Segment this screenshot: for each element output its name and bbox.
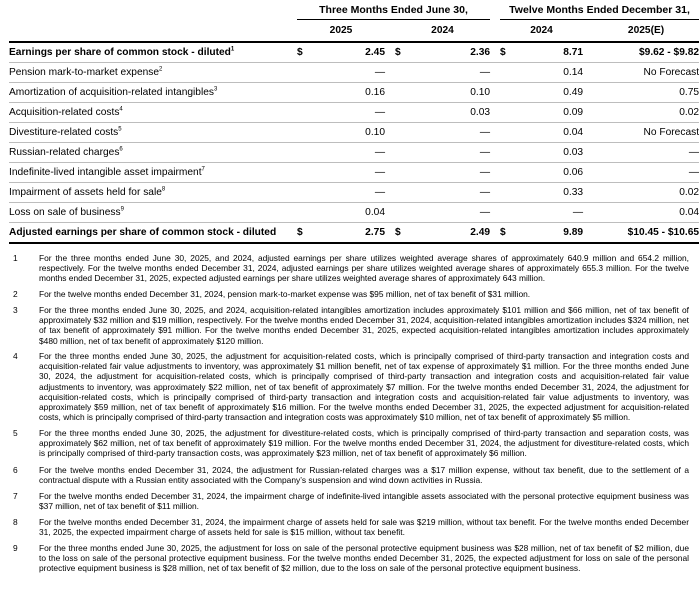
table-row <box>9 183 699 203</box>
cell-value: No Forecast <box>605 123 699 143</box>
footnote <box>13 491 689 511</box>
cell-value: 0.16 <box>309 83 385 103</box>
dollar-sign: $ <box>297 42 309 63</box>
footnote-text: For the three months ended June 30, 2025, the adjustment for loss on sale of the personal protective equipment business was $28 million, net of tax benefit of $2 million, due to the loss on sale of the personal protective equipment business. For the twelve months ended December 31, 2025, the expected adjustment for loss on sale of the personal protective equipment business is $28 million, net of tax benefit of $2 million, due to the loss on sale of the personal protective equipment business. <box>39 542 689 574</box>
footnote <box>13 543 689 574</box>
footnote-text: For the three months ended June 30, 2025, and 2024, adjusted earnings per share utilizes weighted average shares of approximately 640.9 million and 654.2 million, respectively. For the twelve months ended December 31, 2024, adjusted earnings per share utilizes weighted average shares of approximately 655.3 million. For the twelve months ended December 31, 2025, expected adjusted earnings per share utilizes weighted average shares of approximately 643 million. <box>39 253 689 283</box>
footnote <box>13 465 689 485</box>
table-row <box>9 63 699 83</box>
cell-value: 0.49 <box>512 83 583 103</box>
row-label: Russian-related charges$^6$ <box>9 143 297 163</box>
cell-value: — <box>309 63 385 83</box>
row-label: Pension mark-to-market expense$^2$ <box>9 63 297 83</box>
cell-value: — <box>407 63 490 83</box>
footnote <box>13 289 689 299</box>
footnote-number: 1 <box>13 253 18 263</box>
cell-value: 0.33 <box>512 183 583 203</box>
cell-value: $9.62 - $9.82 <box>605 42 699 63</box>
row-label: Indefinite-lived intangible asset impairment$^7$ <box>9 163 297 183</box>
header-row-periods <box>9 0 699 20</box>
header-three-months: Three Months Ended June 30, <box>297 0 490 20</box>
row-label: Impairment of assets held for sale$^8$ <box>9 183 297 203</box>
eps-reconciliation-table <box>9 0 699 244</box>
footnote <box>13 253 689 283</box>
cell-value: — <box>407 143 490 163</box>
cell-value: — <box>407 183 490 203</box>
header-year: 2025(E) <box>593 20 699 43</box>
cell-value: 0.03 <box>512 143 583 163</box>
cell-value: — <box>605 163 699 183</box>
row-label: Earnings per share of common stock - diluted$^1$ <box>9 42 297 63</box>
cell-value: 0.06 <box>512 163 583 183</box>
footnote-text: For the three months ended June 30, 2025, and 2024, acquisition-related intangibles amortization includes approximately $101 million and $66 million, net of tax benefit of approximately $32 million and $19 million, respectively. For the twelve months ended December 31, 2024, acquisition-related intangibles amortization includes $324 million, net of tax benefit of approximately $91 million. For the twelve months ended December 31, 2025, expected acquisition-related intangibles amortization includes approximately $480 million, net of tax benefit of approximately $120 million. <box>39 305 689 345</box>
footnote-number: 3 <box>13 305 18 315</box>
footnote-number: 4 <box>13 351 18 361</box>
header-year: 2024 <box>395 20 490 43</box>
footnote-number: 9 <box>13 542 18 553</box>
cell-value: $10.45 - $10.65 <box>605 223 699 244</box>
cell-value: 8.71 <box>512 42 583 63</box>
cell-value: No Forecast <box>605 63 699 83</box>
total-row <box>9 223 699 244</box>
cell-value: 0.04 <box>512 123 583 143</box>
cell-value: 9.89 <box>512 223 583 244</box>
cell-value: 2.49 <box>407 223 490 244</box>
footnote-text: For the twelve months ended December 31, 2024, pension mark-to-market expense was $95 million, net of tax benefit of $31 million. <box>39 289 531 299</box>
row-label: Loss on sale of business$^9$ <box>9 203 297 223</box>
cell-value: 2.36 <box>407 42 490 63</box>
footnote <box>13 428 689 459</box>
cell-value: — <box>309 183 385 203</box>
footnote-number: 8 <box>13 516 18 527</box>
cell-value: — <box>309 143 385 163</box>
footnote-number: 2 <box>13 289 18 299</box>
footnote-text: For the twelve months ended December 31, 2024, the impairment charge of assets held for sale was $219 million, without tax benefit. For the twelve months ended December 31, 2025, the expected impairment charge of assets held for sale is $15 million, without tax benefit. <box>39 516 689 537</box>
footnotes <box>13 253 689 579</box>
cell-value: 0.10 <box>309 123 385 143</box>
cell-value: 2.45 <box>309 42 385 63</box>
cell-value: 0.09 <box>512 103 583 123</box>
header-year: 2025 <box>297 20 385 43</box>
footnote-text: For the twelve months ended December 31, 2024, the impairment charge of indefinite-lived intangible assets associated with the personal protective equipment business was $37 million, net of tax benefit of $11 million. <box>39 490 689 511</box>
footnote-number: 5 <box>13 428 18 438</box>
cell-value: 0.04 <box>605 203 699 223</box>
table-row <box>9 42 699 63</box>
cell-value: — <box>407 163 490 183</box>
cell-value: 0.02 <box>605 183 699 203</box>
cell-value: 0.04 <box>309 203 385 223</box>
footnote <box>13 305 689 345</box>
table-row <box>9 163 699 183</box>
dollar-sign: $ <box>500 42 512 63</box>
header-twelve-months: Twelve Months Ended December 31, <box>500 0 699 20</box>
cell-value: — <box>407 203 490 223</box>
table-row <box>9 203 699 223</box>
table-row <box>9 143 699 163</box>
dollar-sign: $ <box>500 223 512 244</box>
cell-value: — <box>605 143 699 163</box>
cell-value: 0.75 <box>605 83 699 103</box>
row-label: Acquisition-related costs$^4$ <box>9 103 297 123</box>
dollar-sign: $ <box>297 223 309 244</box>
eps-reconciliation-table-wrap <box>0 0 699 244</box>
footnote-text: For the twelve months ended December 31, 2024, the adjustment for Russian-related charges was a $17 million expense, without tax benefit, due to the settlement of a contractual dispute with a Russian entity associated with the Company’s suspension and wind down activities in Russia. <box>39 464 689 485</box>
header-year: 2024 <box>500 20 583 43</box>
table-row <box>9 103 699 123</box>
cell-value: 0.14 <box>512 63 583 83</box>
table-row <box>9 83 699 103</box>
cell-value: — <box>407 123 490 143</box>
cell-value: — <box>309 163 385 183</box>
footnote-text: For the three months ended June 30, 2025, the adjustment for acquisition-related costs, which is principally comprised of third-party transaction and integration costs and acquisition-related fair value adjustments to inventory, was approximately $1 million benefit, net of tax expense of approximately $1 million. For the three months ended June 30, 2024, the adjustment for acquisition-related costs, which is principally comprised of third-party transaction and integration costs and acquisition-related fair value adjustments to inventory, was approximately $22 million, net of tax benefit of approximately $7 million. For the twelve months ended December 31, 2024, the adjustment for acquisition-related costs, which is principally comprised of third-party transaction and integration costs and acquisition-related fair value adjustments to inventory, was approximately $59 million, net of tax benefit of approximately $16 million. For the twelve months ended December 31, 2025, the expected adjustment for acquisition-related costs, which is principally comprised of third-party transaction and integration costs was approximately $10 million, net of tax benefit of approximately $5 million. <box>39 351 689 422</box>
cell-value: 0.02 <box>605 103 699 123</box>
cell-value: 0.03 <box>407 103 490 123</box>
cell-value: 2.75 <box>309 223 385 244</box>
table-row <box>9 123 699 143</box>
footnote <box>13 517 689 537</box>
total-label: Adjusted earnings per share of common stock - diluted <box>9 223 297 244</box>
footnote <box>13 351 689 422</box>
dollar-sign: $ <box>395 42 407 63</box>
footnote-number: 7 <box>13 490 18 501</box>
cell-value: — <box>309 103 385 123</box>
row-label: Divestiture-related costs$^5$ <box>9 123 297 143</box>
dollar-sign: $ <box>395 223 407 244</box>
footnote-text: For the three months ended June 30, 2025, the adjustment for divestiture-related costs, which is principally comprised of third-party transaction and separation costs, was approximately $62 million, net of tax benefit of approximately $19 million. For the twelve months ended December 31, 2024, the adjustment for divestiture-related costs, which is principally comprised of third-party transaction costs, was approximately $23 million, net of tax benefit of approximately $6 million. <box>39 428 689 459</box>
header-row-years <box>9 20 699 43</box>
cell-value: — <box>512 203 583 223</box>
footnote-number: 6 <box>13 464 18 475</box>
cell-value: 0.10 <box>407 83 490 103</box>
row-label: Amortization of acquisition-related intangibles$^3$ <box>9 83 297 103</box>
